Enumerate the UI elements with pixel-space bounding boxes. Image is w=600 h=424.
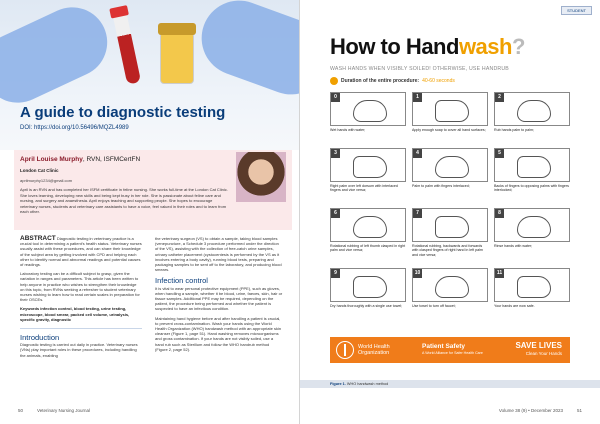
step-caption: Use towel to turn off faucet; <box>412 304 456 308</box>
abstract-paragraph-2: Laboratory testing can be a difficult subject to grasp, given the variation in ranges and parameters. This article has been written to help anyone in practice who wishes to strengthen their knowledge on this topic, from RVNs seeking a refresher to student veterinary nurses wishing to learn how to read certain scales in preparation for their OSCEs. <box>20 271 140 303</box>
step-4 <box>412 148 488 188</box>
left-footer <box>18 408 90 413</box>
save-lives-title: SAVE LIVES <box>515 341 562 350</box>
step-number: 10 <box>414 270 421 276</box>
step-caption: Right palm over left dorsum with interlaced fingers and vice versa; <box>330 184 398 193</box>
step-number: 5 <box>495 149 504 158</box>
save-lives <box>515 342 562 358</box>
title-accent: wash <box>458 34 512 59</box>
right-page <box>300 0 600 424</box>
step-caption: Your hands are now safe. <box>494 304 535 308</box>
hand-icon <box>517 276 551 298</box>
figure-caption <box>300 380 600 388</box>
handwash-subtitle: WASH HANDS WHEN VISIBLY SOILED! OTHERWISE, USE HANDRUB <box>330 66 509 72</box>
save-lives-sub: Clean Your Hands <box>525 351 562 356</box>
author-credentials: , RVN, ISFMCertFN <box>82 156 141 163</box>
duration-value: 40-60 seconds <box>422 78 455 84</box>
handwash-title <box>330 34 525 60</box>
glove-right-illustration <box>191 0 300 105</box>
volume-info: Volume 38 (9) • December 2023 <box>498 408 563 413</box>
who-logo-icon <box>336 341 354 359</box>
step-number: 6 <box>331 209 340 218</box>
divider <box>20 328 142 329</box>
abstract <box>20 236 142 267</box>
column-two-text: the veterinary surgeon (VS) to obtain a sample, taking blood samples (venepuncture, a Schedule 3 procedure performed under the direction of the VS), assisting with the collection of free-catch urine samples, urinary catheter placement (cystocentesis is performed by the VS as it involves entering a body cavity), running blood tests, preparing and packaging samples to be sent off to the laboratory, and producing blood smears. <box>155 236 282 273</box>
column-one <box>20 236 142 358</box>
article-title: A guide to diagnostic testing <box>20 104 226 121</box>
step-0 <box>330 92 406 132</box>
sample-jar-illustration <box>160 32 194 84</box>
glove-left-illustration <box>0 0 119 114</box>
step-number: 1 <box>413 93 422 102</box>
step-caption: Rotational rubbing of left thumb clasped in right palm and vice versa; <box>330 244 406 253</box>
intro-text: Diagnostic testing is carried out daily in practice. Veterinary nurses (VNs) play important roles in these procedures, including handling the animals, enabling <box>20 342 138 358</box>
journal-name: Veterinary Nursing Journal <box>37 408 91 413</box>
title-suffix: ? <box>511 34 525 59</box>
infection-control-heading: Infection control <box>155 276 208 286</box>
step-11 <box>494 268 570 308</box>
step-caption: Backs of fingers to opposing palms with fingers interlocked; <box>494 184 569 193</box>
step-caption: Rotational rubbing, backwards and forwards with clasped fingers of right hand in left palm and vice versa; <box>412 244 483 257</box>
author-email-link[interactable]: aprilmurphy1234@gmail.com <box>20 178 73 183</box>
step-caption: Wet hands with water; <box>330 128 366 132</box>
who-banner <box>330 337 570 363</box>
abstract-lead: ABSTRACT <box>20 235 56 242</box>
author-clinic: London Cat Clinic <box>20 168 59 173</box>
figure-label: Figure 1. <box>330 382 346 386</box>
step-6 <box>330 208 406 253</box>
step-caption: Apply enough soap to cover all hand surfaces; <box>412 128 486 132</box>
author-photo <box>236 152 286 202</box>
right-footer <box>499 408 582 413</box>
hand-icon <box>353 216 387 238</box>
title-prefix: How to Hand <box>330 34 459 59</box>
hand-icon <box>435 276 469 298</box>
figure-caption-text: WHO handwash method <box>345 382 389 386</box>
step-number: 2 <box>495 93 504 102</box>
patient-safety <box>422 344 494 356</box>
hand-icon <box>353 276 387 298</box>
patient-safety-sub: A World Alliance for Safer Health Care <box>422 351 483 356</box>
step-caption: Palm to palm with fingers interlaced; <box>412 184 470 188</box>
step-8 <box>494 208 570 248</box>
intro-heading: Introduction <box>20 333 60 343</box>
step-number: 7 <box>413 209 422 218</box>
hero-image <box>0 0 300 150</box>
column-two <box>155 236 283 352</box>
step-number: 0 <box>331 93 340 102</box>
who-org-name: World Health Organization <box>358 343 390 356</box>
hand-icon <box>517 156 551 178</box>
keywords-label: Keywords <box>20 306 40 312</box>
step-number: 8 <box>495 209 504 218</box>
hand-icon <box>353 156 387 178</box>
step-number: 4 <box>413 149 422 158</box>
author-name: April Louise Murphy <box>20 156 83 163</box>
keywords-list: infection control, blood testing, urine testing, microscope, blood smear, packed cell volume, urinalysis, specific gravity, diagnostic <box>20 306 130 322</box>
step-caption: Dry hands thoroughly with a single use towel; <box>330 304 403 308</box>
step-1 <box>412 92 488 132</box>
step-7 <box>412 208 488 257</box>
step-number: 11 <box>496 270 503 276</box>
step-3 <box>330 148 406 193</box>
student-badge: STUDENT <box>561 6 592 15</box>
author-name-line <box>20 156 140 163</box>
duration-line <box>330 77 455 85</box>
infection-control-paragraph-1: It is vital to wear personal protective equipment (PPE), such as gloves, when handling a sample, whether it be blood, urine, faeces, skin, hair or tissue samples. Additional PPE may be required, depending on the patient, the procedure being performed and whether the patient is suspected to have an infectious condition. <box>155 285 283 312</box>
article-doi[interactable]: DOI: https://doi.org/10.56496/MQZL4989 <box>20 125 129 131</box>
patient-safety-title: Patient Safety <box>422 343 465 351</box>
keywords <box>20 306 142 322</box>
hand-icon <box>435 216 469 238</box>
left-page-number: 50 <box>18 408 24 413</box>
clock-icon <box>330 77 338 85</box>
step-number: 9 <box>331 269 340 278</box>
step-5 <box>494 148 570 193</box>
duration-label: Duration of the entire procedure: <box>341 78 420 84</box>
step-10 <box>412 268 488 308</box>
step-number: 3 <box>331 149 340 158</box>
step-caption: Rinse hands with water; <box>494 244 533 248</box>
hand-icon <box>517 100 551 122</box>
abstract-text: Diagnostic testing in veterinary practice is a crucial tool in determining a patient's health status. Veterinary nurses usually assist with these procedures, and can share their knowledge of the subject area by getting involved with CPD and helping each other to identify normal and abnormal readings and potential causes of readings. <box>20 236 142 268</box>
step-caption: Rub hands palm to palm; <box>494 128 534 132</box>
infection-control-paragraph-2: Maintaining hand hygiene before and after handling a patient is crucial, to prevent cross-contamination. Wash your hands using the World Health Organization (WHO) handwash method with an appropriate skin cleanser (Figure 1, page 51). Hand washing removes microorganisms and gross contamination. If your hands are not visibly soiled, use a hand rub such as Sterilium and follow the WHO handrub method (Figure 2, page 52). <box>155 315 282 352</box>
step-9 <box>330 268 406 308</box>
hand-icon <box>353 100 387 122</box>
right-page-number: 51 <box>576 408 582 413</box>
author-box <box>14 150 292 230</box>
step-2 <box>494 92 570 132</box>
author-bio: April is an RVN and has completed her ISFM certificate in feline nursing. She works full-time at the London Cat Clinic. She loves learning, developing new skills and being kept busy in her role. She is passionate about feline care and nursing, and surgery and anaesthesia. April enjoys teaching and supporting people. She hopes to encourage veterinary nurses, students and veterinary care assistants to have a voice, feel valued in their roles and to learn from each other. <box>20 187 228 215</box>
blood-tube-illustration <box>113 13 141 84</box>
hand-icon <box>435 100 469 122</box>
hand-icon <box>435 156 469 178</box>
hand-icon <box>517 216 551 238</box>
